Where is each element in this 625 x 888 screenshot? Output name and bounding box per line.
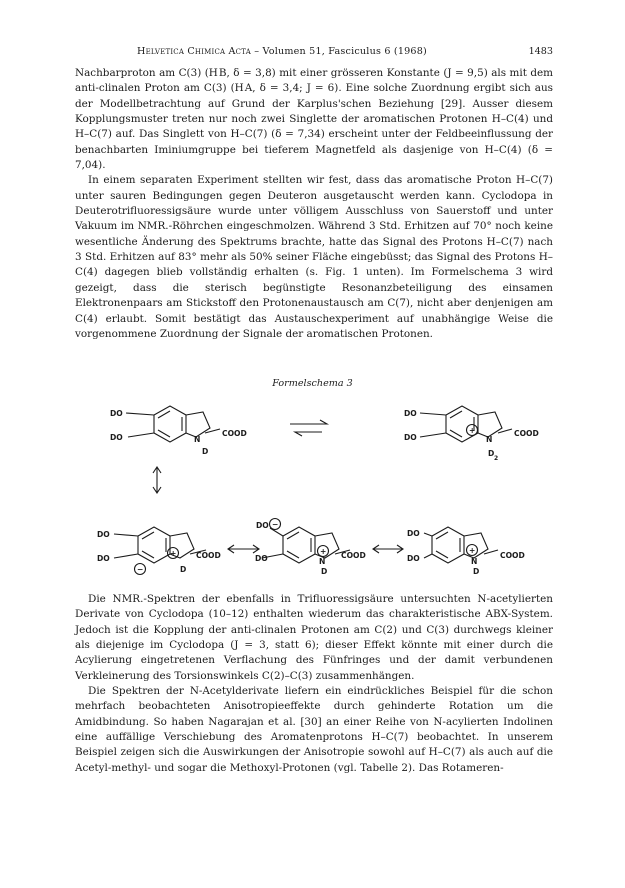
resonance-arrow	[373, 545, 403, 553]
d-label: D	[321, 567, 328, 576]
cood-label: COOD	[341, 551, 366, 560]
do-label: DO	[110, 409, 123, 418]
paragraph: Die Spektren der N-Acetylderivate liefern ein eindrückliches Beispiel für die schon mehrfach beobachteten Anisotropieeffekte durch gehinderte Rotation um die Amidbindung. So haben Nagarajan et al. [30] an einer Reihe von N-acylierten Indolinen eine auffällige Verschiebung des Aromatenprotons H–C(7) beobachtet. In unserem Beispiel zeigen sich die Auswirkungen der Anisotropie sowohl auf H–C(7) als auch auf die Acetyl-methyl- und sogar die Methoxyl-Protonen (vgl. Tabelle 2). Das Rotameren-	[75, 685, 553, 774]
page-number: 1483	[528, 46, 553, 57]
cood-label: COOD	[514, 429, 539, 438]
structure-deuterated	[404, 406, 539, 462]
paragraph: Die NMR.-Spektren der ebenfalls in Trifluoressigsäure untersuchten N-acetylierten Derivate von Cyclodopa (10–12) enthalten wiederum das charakteristische ABX-System. Jedoch ist die Kopplung der anti-clinalen Protonen am C(2) und C(3) durchwegs kleiner als diejenige im Cyclodopa (J = 3, statt 6); dieser Effekt könnte mit einer durch die Acylierung eingetretenen Verflachung des Fünfringes und der damit verbundenen Verkleinerung des Torsionswinkels C(2)–C(3) zusammenhängen.	[75, 593, 553, 682]
formula-scheme	[0, 392, 625, 592]
running-header	[75, 46, 553, 60]
do-label: DO	[404, 433, 417, 442]
plus-sign: +	[469, 546, 476, 555]
plus-sign: +	[469, 426, 476, 435]
plus-sign: +	[320, 547, 327, 556]
structure-neutral	[110, 406, 247, 456]
do-label: DO	[256, 521, 269, 530]
equilibrium-arrows	[290, 420, 327, 436]
minus-sign: −	[272, 520, 279, 529]
volume-info: – Volumen 51, Fasciculus 6 (1968)	[250, 46, 427, 57]
do-label: DO	[97, 554, 110, 563]
header-title	[137, 46, 427, 57]
d-label: D	[180, 565, 187, 574]
n-label: N	[194, 435, 201, 444]
cood-label: COOD	[196, 551, 221, 560]
do-label: DO	[404, 409, 417, 418]
resonance-vertical-arrow	[153, 467, 161, 493]
d-label: D	[488, 449, 495, 458]
resonance-arrow	[228, 545, 259, 553]
do-label: DO	[407, 554, 420, 563]
cood-label: COOD	[500, 551, 525, 560]
n-label: N	[319, 557, 326, 566]
d-label: D	[202, 447, 209, 456]
n-label: N	[471, 557, 478, 566]
plus-sign: +	[170, 549, 177, 558]
do-label: DO	[97, 530, 110, 539]
n-label: N	[486, 435, 493, 444]
do-label: DO	[407, 529, 420, 538]
do-label: DO	[255, 554, 268, 563]
journal-name: Helvetica Chimica Acta	[137, 46, 251, 57]
paragraph: Nachbarproton am C(3) (H B, δ = 3,8) mit einer grösseren Konstante (J = 9,5) als mit dem anti-clinalen Proton am C(3) (H A, δ = 3,4; J = 6). Eine solche Zuordnung ergibt sich aus der Modellbetrachtung auf Grund der Karplus'schen Beziehung [29]. Ausser diesem Kopplungsmuster treten nur noch zwei Singlette der aromatischen Protonen H–C(4) und H–C(7) auf. Das Singlett von H–C(7) (δ = 7,34) erscheint unter der Feldbeeinflussung der benachbarten Iminiumgruppe bei tieferem Magnetfeld als dasjenige von H–C(4) (δ = 7,04).	[75, 67, 553, 172]
scheme-caption: Formelschema 3	[272, 378, 353, 389]
subscript-2: 2	[494, 455, 499, 462]
cood-label: COOD	[222, 429, 247, 438]
text-block-top	[75, 66, 553, 342]
minus-sign: −	[137, 565, 144, 574]
d-label: D	[473, 567, 480, 576]
resonance-structure-1	[97, 527, 221, 575]
text-block-bottom	[75, 592, 553, 776]
do-label: DO	[110, 433, 123, 442]
paragraph: In einem separaten Experiment stellten wir fest, dass das aromatische Proton H–C(7) unter sauren Bedingungen gegen Deuteron ausgetauscht werden kann. Cyclodopa in Deuterotrifluoressigsäure wurde unter völligem Ausschluss von Sauerstoff und unter Vakuum im NMR.-Röhrchen eingeschmolzen. Während 3 Std. Erhitzen auf 70° noch keine wesentliche Änderung des Spektrums brachte, hatte das Signal des Protons H–C(7) nach 3 Std. Erhitzen auf 83° mehr als 50% seiner Fläche eingebüsst; das Signal des Protons H–C(4) dagegen blieb vollständig erhalten (s. Fig. 1 unten). Im Formelschema 3 wird gezeigt, dass die sterisch begünstigte Resonanzbeteiligung des einsamen Elektronenpaars am Stickstoff den Protonenaustausch am C(7), nicht aber denjenigen am C(4) erlaubt. Somit bestätigt das Austauschexperiment auf unabhängige Weise die vorgenommene Zuordnung der Signale der aromatischen Protonen.	[75, 174, 553, 340]
resonance-structure-2	[255, 519, 366, 577]
resonance-structure-3	[407, 527, 525, 576]
